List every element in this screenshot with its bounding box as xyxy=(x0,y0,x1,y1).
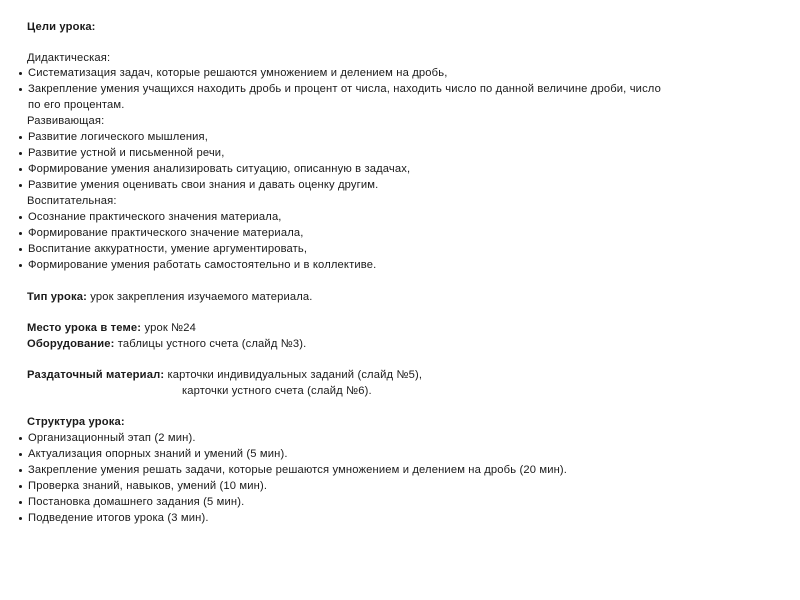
structure-item xyxy=(28,479,267,493)
bullet-icon xyxy=(19,258,25,272)
bullet-icon xyxy=(19,495,25,509)
bullet-icon xyxy=(19,226,25,240)
bullet-icon xyxy=(19,162,25,176)
bullet-icon xyxy=(19,511,25,525)
educational-item: Осознание практического значения материала, xyxy=(28,211,282,223)
bullet-icon xyxy=(19,146,25,160)
structure-item xyxy=(28,447,288,461)
equipment-slide-ref: №3). xyxy=(280,338,307,350)
educational-item: Формирование практического значение материала, xyxy=(28,227,304,239)
structure-item-time: (5 мин). xyxy=(203,496,245,508)
didactic-item: Систематизация задач, которые решаются умножением и делением на дробь, xyxy=(28,67,448,79)
bullet-icon xyxy=(19,66,25,80)
structure-item-text: Закрепление умения решать задачи, которые решаются умножением и делением на дробь xyxy=(28,464,520,476)
lesson-place-label: Место урока в теме: xyxy=(27,322,142,334)
structure-item-time: (2 мин). xyxy=(154,432,196,444)
developing-item: Развитие устной и письменной речи, xyxy=(28,147,225,159)
didactic-heading: Дидактическая: xyxy=(27,52,111,64)
bullet-icon xyxy=(19,210,25,224)
equipment-label: Оборудование: xyxy=(27,338,115,350)
structure-item-time: (20 мин). xyxy=(519,464,568,476)
handout-value: карточки индивидуальных заданий (слайд xyxy=(167,369,397,381)
bullet-icon xyxy=(19,431,25,445)
educational-item: Воспитание аккуратности, умение аргументировать, xyxy=(28,243,308,255)
bullet-icon xyxy=(19,82,25,96)
structure-item-text: Проверка знаний, навыков, умений xyxy=(28,480,220,492)
structure-item-time: (10 мин). xyxy=(219,480,268,492)
structure-item-text: Подведение итогов урока xyxy=(28,512,168,524)
structure-item-time: (5 мин). xyxy=(246,448,288,460)
handout-slide-ref-2: №6). xyxy=(346,385,372,397)
structure-item xyxy=(28,463,567,477)
lesson-place xyxy=(27,321,196,335)
developing-heading: Развивающая: xyxy=(27,115,105,127)
educational-heading: Воспитательная: xyxy=(27,195,117,207)
didactic-item-continued: по его процентам. xyxy=(28,99,125,111)
bullet-icon xyxy=(19,447,25,461)
equipment xyxy=(27,337,306,351)
lesson-place-value: урок №24 xyxy=(144,322,197,334)
structure-item-text: Организационный этап xyxy=(28,432,155,444)
handout xyxy=(27,368,422,382)
lesson-type xyxy=(27,290,313,304)
structure-item xyxy=(28,431,196,445)
bullet-icon xyxy=(19,130,25,144)
lesson-type-label: Тип урока: xyxy=(27,291,87,303)
structure-item-time: (3 мин). xyxy=(167,512,209,524)
developing-item: Развитие логического мышления, xyxy=(28,131,209,143)
structure-heading: Структура урока: xyxy=(27,416,125,428)
equipment-value: таблицы устного счета (слайд xyxy=(117,338,281,350)
educational-item: Формирование умения работать самостоятельно и в коллективе. xyxy=(28,259,377,271)
lesson-type-value: урок закрепления изучаемого материала. xyxy=(90,291,313,303)
handout-slide-ref: №5), xyxy=(396,369,423,381)
handout-label: Раздаточный материал: xyxy=(27,369,165,381)
structure-item-text: Постановка домашнего задания xyxy=(28,496,204,508)
developing-item: Развитие умения оценивать свои знания и давать оценку другим. xyxy=(28,179,379,191)
handout-second-line xyxy=(182,384,372,398)
bullet-icon xyxy=(19,479,25,493)
bullet-icon xyxy=(19,178,25,192)
bullet-icon xyxy=(19,463,25,477)
bullet-icon xyxy=(19,242,25,256)
structure-item xyxy=(28,511,209,525)
handout-value-2: карточки устного счета (слайд xyxy=(182,385,347,397)
developing-item: Формирование умения анализировать ситуацию, описанную в задачах, xyxy=(28,163,411,175)
didactic-item: Закрепление умения учащихся находить дробь и процент от числа, находить число по данной величине дроби, число xyxy=(28,83,661,95)
goals-heading: Цели урока: xyxy=(27,21,96,33)
structure-item-text: Актуализация опорных знаний и умений xyxy=(28,448,247,460)
structure-item xyxy=(28,495,244,509)
